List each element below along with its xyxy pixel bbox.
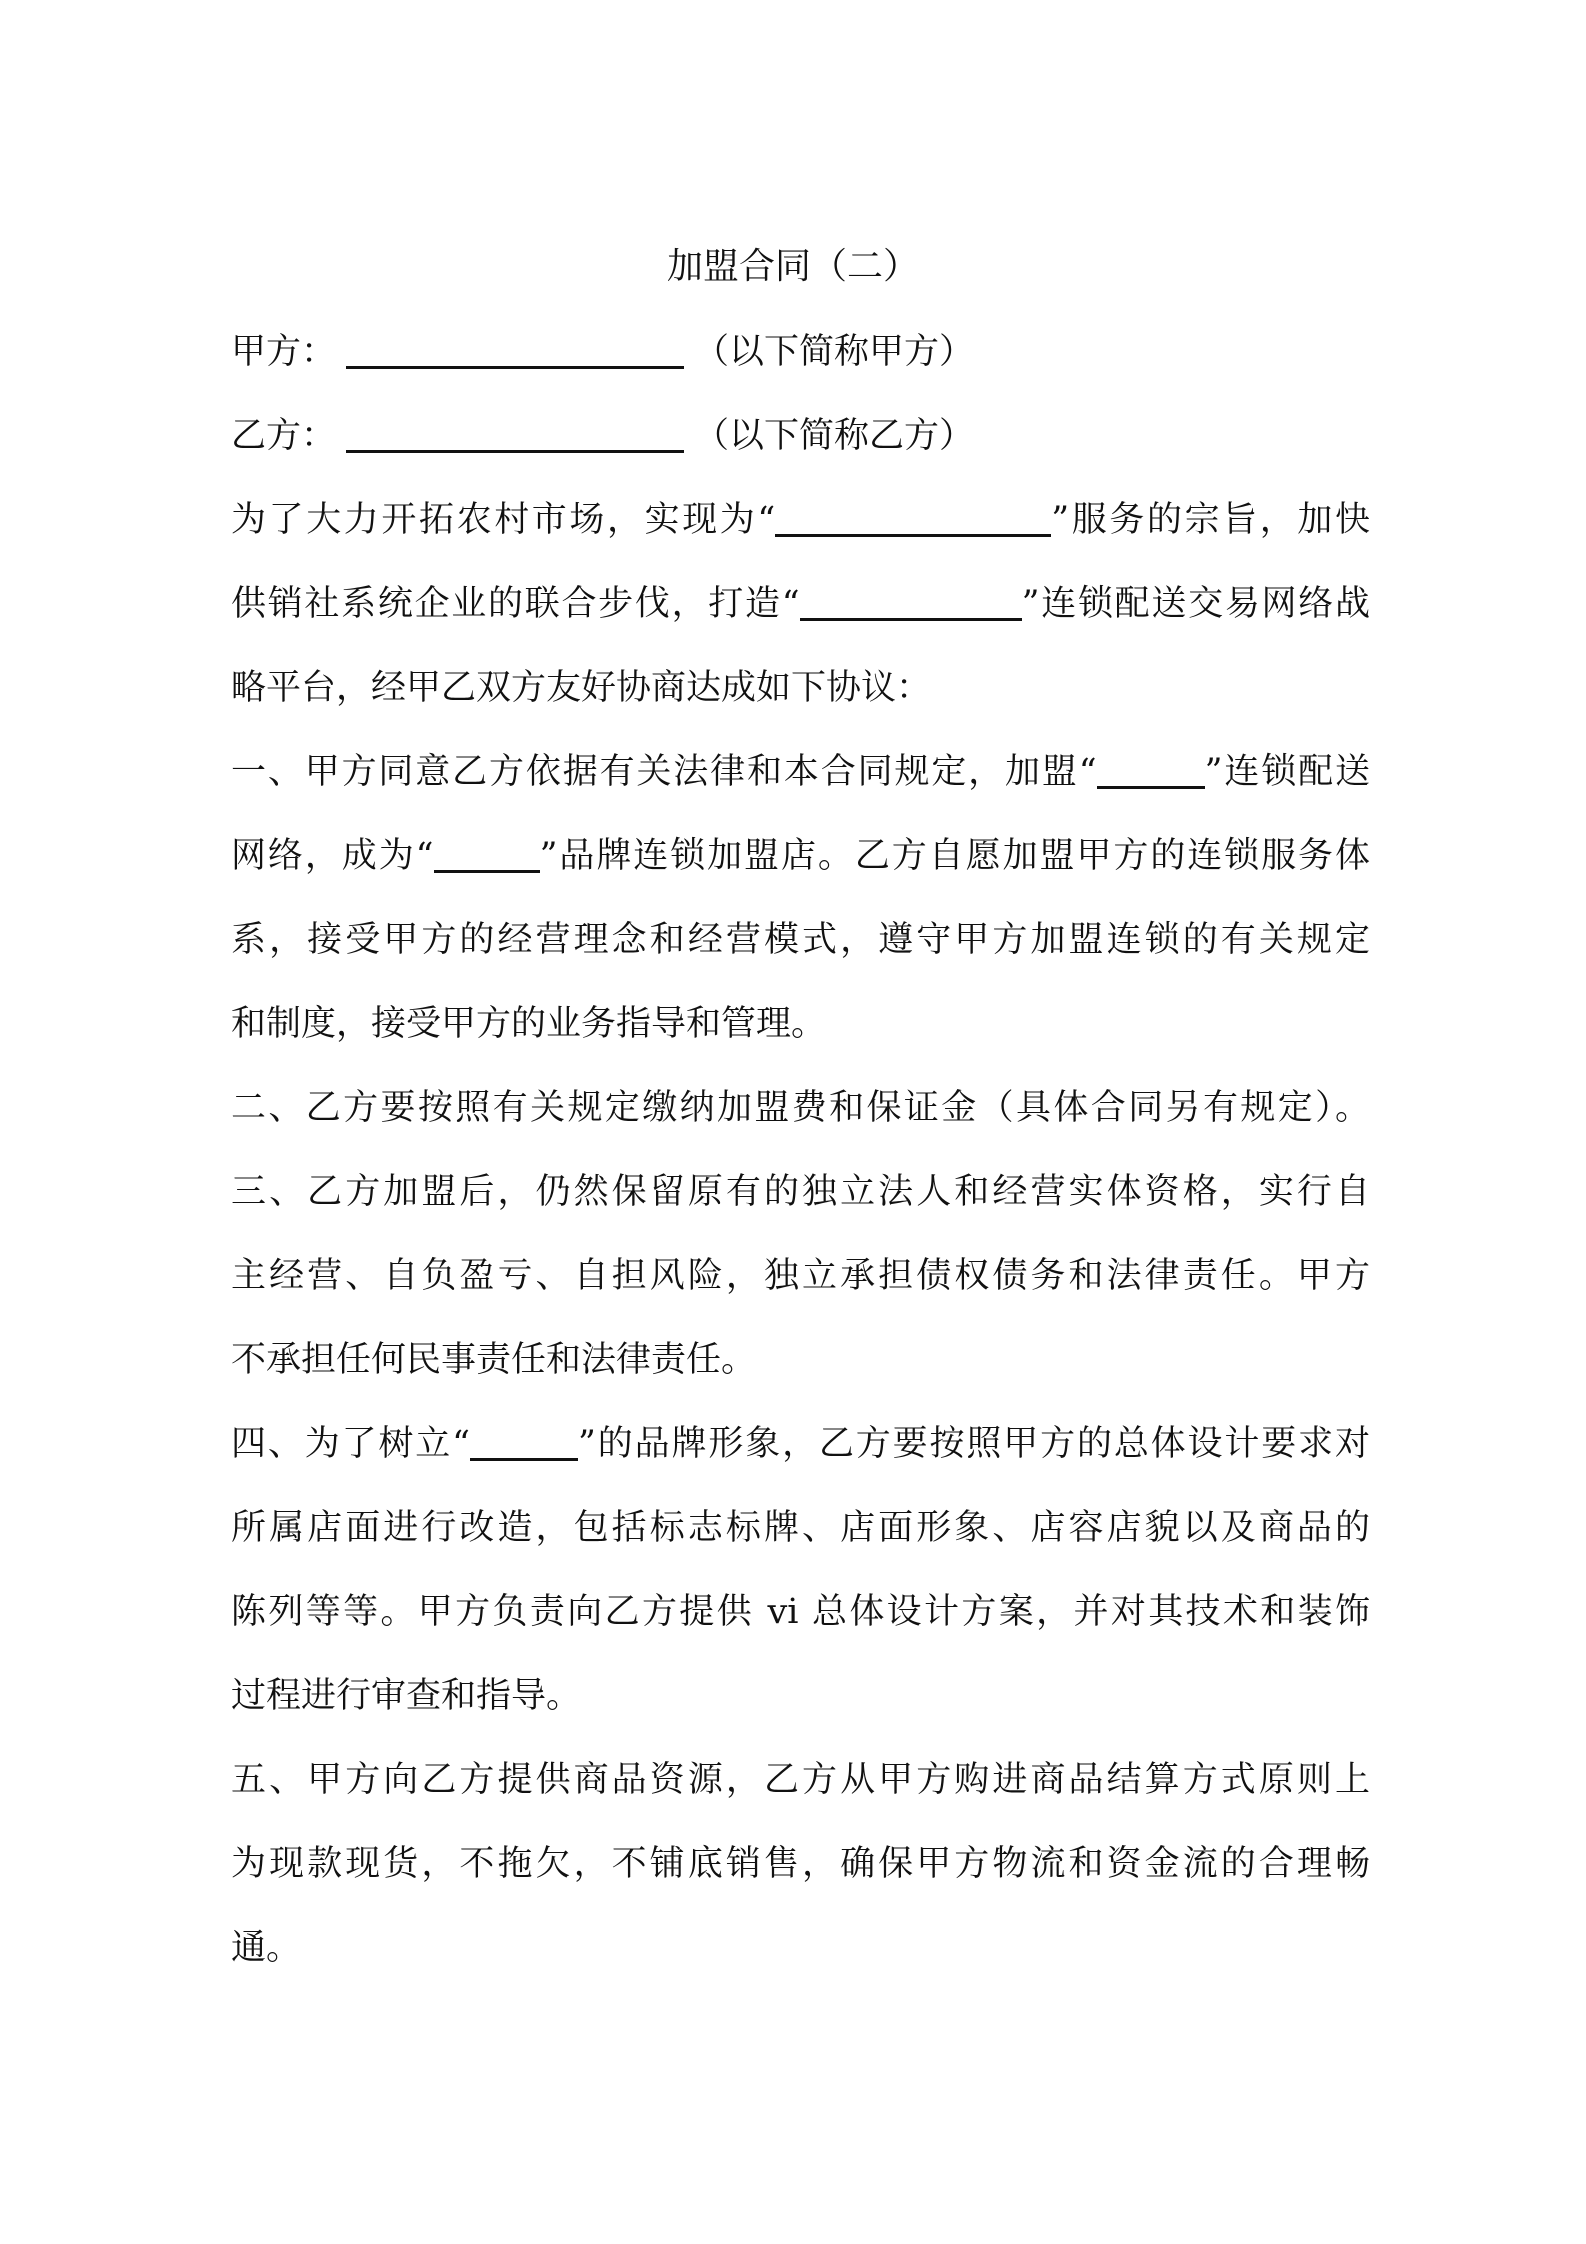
text-line bbox=[231, 831, 1370, 881]
text-line bbox=[231, 495, 1370, 545]
text-segment: ”的品牌形象，乙方要按照甲方的总体设计要求对 bbox=[578, 1424, 1370, 1464]
party-b-note: （以下简称乙方） bbox=[694, 416, 975, 456]
text-segment: 一、甲方同意乙方依据有关法律和本合同规定，加盟“ bbox=[231, 752, 1097, 792]
text-line bbox=[231, 747, 1370, 797]
text-segment: 为了大力开拓农村市场，实现为“ bbox=[231, 500, 776, 540]
party-a-blank[interactable] bbox=[346, 330, 684, 369]
text-segment: ”品牌连锁加盟店。乙方自愿加盟甲方的连锁服务体 bbox=[539, 836, 1370, 876]
service-blank[interactable] bbox=[775, 498, 1051, 537]
document-title: 加盟合同（二） bbox=[666, 246, 919, 287]
text-segment: ”服务的宗旨，加快 bbox=[1051, 500, 1370, 540]
text-segment: ”连锁配送交易网络战 bbox=[1021, 584, 1370, 624]
text-segment: 网络，成为“ bbox=[231, 836, 434, 876]
text-line: 二、乙方要按照有关规定缴纳加盟费和保证金（具体合同另有规定）。 bbox=[231, 1088, 1370, 1128]
party-b-blank[interactable] bbox=[346, 414, 684, 453]
text-line: 为现款现货，不拖欠，不铺底销售，确保甲方物流和资金流的合理畅 bbox=[231, 1844, 1370, 1884]
text-line: 五、甲方向乙方提供商品资源，乙方从甲方购进商品结算方式原则上 bbox=[231, 1760, 1370, 1800]
text-line: 三、乙方加盟后，仍然保留原有的独立法人和经营实体资格，实行自 bbox=[231, 1172, 1370, 1212]
brand-blank[interactable] bbox=[434, 834, 540, 873]
text-line: 和制度，接受甲方的业务指导和管理。 bbox=[231, 1004, 827, 1044]
text-line: 过程进行审查和指导。 bbox=[231, 1676, 582, 1716]
text-line: 略平台，经甲乙双方友好协商达成如下协议： bbox=[231, 668, 932, 708]
text-line bbox=[231, 579, 1370, 629]
text-line: 系，接受甲方的经营理念和经营模式，遵守甲方加盟连锁的有关规定 bbox=[231, 920, 1370, 960]
text-line: 陈列等等。甲方负责向乙方提供 vi 总体设计方案，并对其技术和装饰 bbox=[231, 1592, 1370, 1632]
text-line: 所属店面进行改造，包括标志标牌、店面形象、店容店貌以及商品的 bbox=[231, 1508, 1370, 1548]
party-b-line bbox=[231, 411, 1370, 461]
party-a-line bbox=[231, 327, 1370, 377]
text-segment: ”连锁配送 bbox=[1204, 752, 1370, 792]
brand-blank[interactable] bbox=[1097, 750, 1205, 789]
text-line bbox=[231, 1419, 1370, 1469]
text-segment: 供销社系统企业的联合步伐，打造“ bbox=[231, 584, 800, 624]
text-line: 不承担任何民事责任和法律责任。 bbox=[231, 1340, 757, 1380]
text-line: 主经营、自负盈亏、自担风险，独立承担债权债务和法律责任。甲方 bbox=[231, 1256, 1370, 1296]
party-a-note: （以下简称甲方） bbox=[694, 332, 975, 372]
network-blank[interactable] bbox=[800, 582, 1022, 621]
text-line: 通。 bbox=[231, 1928, 302, 1968]
party-b-label: 乙方： bbox=[231, 416, 337, 456]
text-segment: 四、为了树立“ bbox=[231, 1424, 471, 1464]
brand-blank[interactable] bbox=[470, 1422, 578, 1461]
party-a-label: 甲方： bbox=[231, 332, 337, 372]
